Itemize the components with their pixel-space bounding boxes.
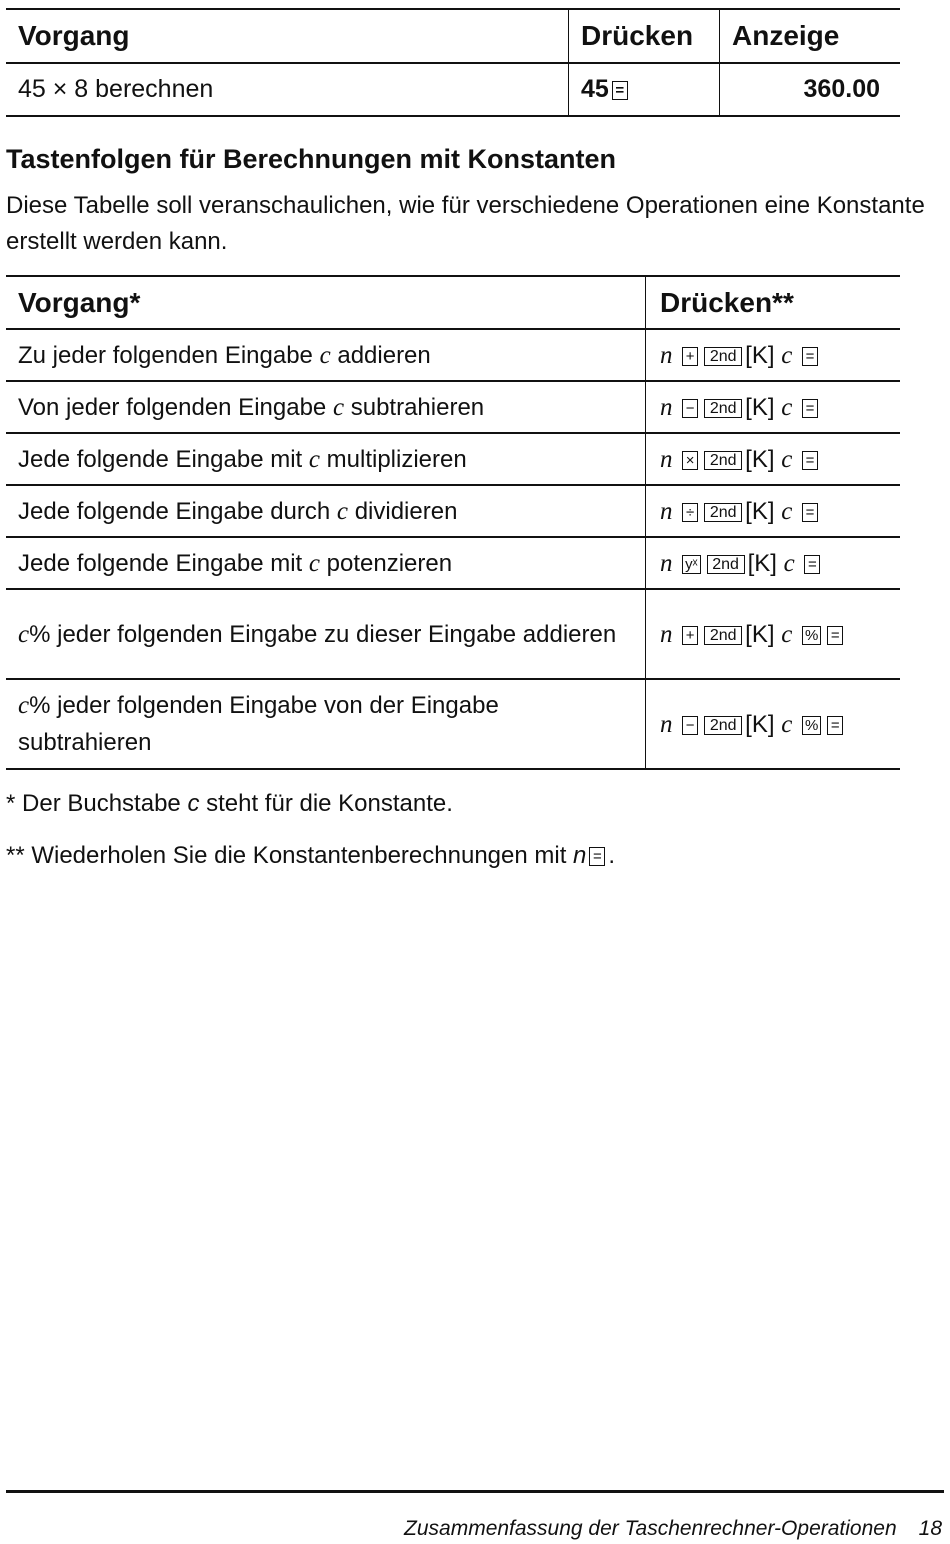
header-druecken: Drücken**	[646, 276, 901, 329]
operator-key: ×	[682, 451, 698, 470]
anzeige-cell: 360.00	[720, 63, 901, 116]
druecken-cell	[569, 63, 720, 116]
variable-c: c	[18, 692, 30, 719]
variable-n: n	[660, 341, 673, 369]
variable-c: c	[18, 620, 30, 648]
number-value: 45	[581, 75, 609, 103]
table-row	[6, 433, 900, 485]
k-function: [K]	[745, 445, 775, 473]
variable-n: n	[660, 497, 673, 525]
table-row	[6, 63, 900, 116]
equals-key: =	[827, 716, 843, 735]
variable-n: n	[660, 620, 673, 648]
header-anzeige: Anzeige	[720, 9, 901, 63]
vorgang-cell: 45 × 8 berechnen	[6, 63, 569, 116]
key-sequence-cell	[646, 485, 901, 537]
second-key: 2nd	[704, 347, 742, 366]
second-key: 2nd	[704, 399, 742, 418]
example-table	[6, 8, 900, 117]
key-sequence-cell	[646, 589, 901, 679]
percent-key: %	[802, 626, 821, 645]
variable-n: n	[660, 445, 673, 473]
table-row	[6, 537, 900, 589]
key-sequence-cell	[646, 679, 901, 769]
second-key: 2nd	[704, 716, 742, 735]
equals-key: =	[802, 451, 818, 470]
k-function: [K]	[745, 497, 775, 525]
equals-key: =	[589, 847, 605, 866]
second-key: 2nd	[704, 451, 742, 470]
vorgang-cell: Jede folgende Eingabe durch c dividieren	[6, 485, 646, 537]
table-row	[6, 485, 900, 537]
header-druecken: Drücken	[569, 9, 720, 63]
vorgang-cell: Jede folgende Eingabe mit c potenzieren	[6, 537, 646, 589]
constants-table-header	[6, 276, 900, 329]
equals-key: =	[612, 81, 628, 100]
variable-c: c	[781, 445, 793, 473]
key-sequence-cell	[646, 433, 901, 485]
variable-c: c	[781, 620, 793, 648]
operator-key: −	[682, 399, 698, 418]
variable-n: n	[573, 842, 587, 869]
k-function: [K]	[745, 341, 775, 369]
section-intro: Diese Tabelle soll veranschaulichen, wie für verschiedene Operationen eine Konstante erstellt werden kann.	[6, 192, 925, 255]
variable-c: c	[187, 790, 200, 817]
vorgang-cell: Jede folgende Eingabe mit c multiplizieren	[6, 433, 646, 485]
section-title: Tastenfolgen für Berechnungen mit Konstanten	[6, 144, 617, 174]
variable-c: c	[783, 549, 795, 577]
footer-rule	[6, 1490, 944, 1493]
second-key: 2nd	[704, 503, 742, 522]
variable-n: n	[660, 393, 673, 421]
vorgang-cell: c% jeder folgenden Eingabe zu dieser Eingabe addieren	[6, 589, 646, 679]
equals-key: =	[802, 347, 818, 366]
variable-c: c	[781, 497, 793, 525]
key-sequence-cell	[646, 381, 901, 433]
operator-key: ÷	[682, 503, 698, 522]
second-key: 2nd	[707, 555, 745, 574]
page-footer	[404, 1517, 942, 1541]
example-table-header	[6, 9, 900, 63]
percent-key: %	[802, 716, 821, 735]
variable-c: c	[332, 393, 345, 421]
table-row	[6, 381, 900, 433]
vorgang-cell: c% jeder folgenden Eingabe von der Eingabe subtrahieren	[6, 679, 646, 769]
variable-n: n	[660, 710, 673, 738]
constants-table	[6, 275, 900, 770]
equals-key: =	[802, 399, 818, 418]
header-vorgang: Vorgang*	[6, 276, 646, 329]
vorgang-cell: Zu jeder folgenden Eingabe c addieren	[6, 329, 646, 381]
key-sequence-cell	[646, 329, 901, 381]
footer-title: Zusammenfassung der Taschenrechner-Operationen	[404, 1517, 897, 1540]
variable-c: c	[308, 549, 320, 577]
operator-key: +	[682, 626, 698, 645]
table-row	[6, 589, 900, 679]
equals-key: =	[804, 555, 820, 574]
operator-key: −	[682, 716, 698, 735]
header-vorgang: Vorgang	[6, 9, 569, 63]
variable-c: c	[336, 497, 349, 525]
footnote-constant: * Der Buchstabe c steht für die Konstante.	[6, 790, 453, 817]
variable-c: c	[308, 445, 320, 473]
page-number: 18	[918, 1517, 942, 1540]
k-function: [K]	[747, 549, 777, 577]
variable-c: c	[781, 341, 793, 369]
equals-key: =	[827, 626, 843, 645]
second-key: 2nd	[704, 626, 742, 645]
key-sequence-cell	[646, 537, 901, 589]
operator-key: +	[682, 347, 698, 366]
footnote-repeat: ** Wiederholen Sie die Konstantenberechnungen mit n = .	[6, 842, 616, 869]
variable-n: n	[660, 549, 673, 577]
k-function: [K]	[745, 710, 775, 738]
variable-c: c	[781, 710, 793, 738]
k-function: [K]	[745, 393, 775, 421]
k-function: [K]	[745, 620, 775, 648]
variable-c: c	[319, 341, 331, 369]
vorgang-cell: Von jeder folgenden Eingabe c subtrahieren	[6, 381, 646, 433]
variable-c: c	[781, 393, 793, 421]
operator-key: yˣ	[682, 555, 700, 574]
equals-key: =	[802, 503, 818, 522]
table-row	[6, 679, 900, 769]
table-row	[6, 329, 900, 381]
